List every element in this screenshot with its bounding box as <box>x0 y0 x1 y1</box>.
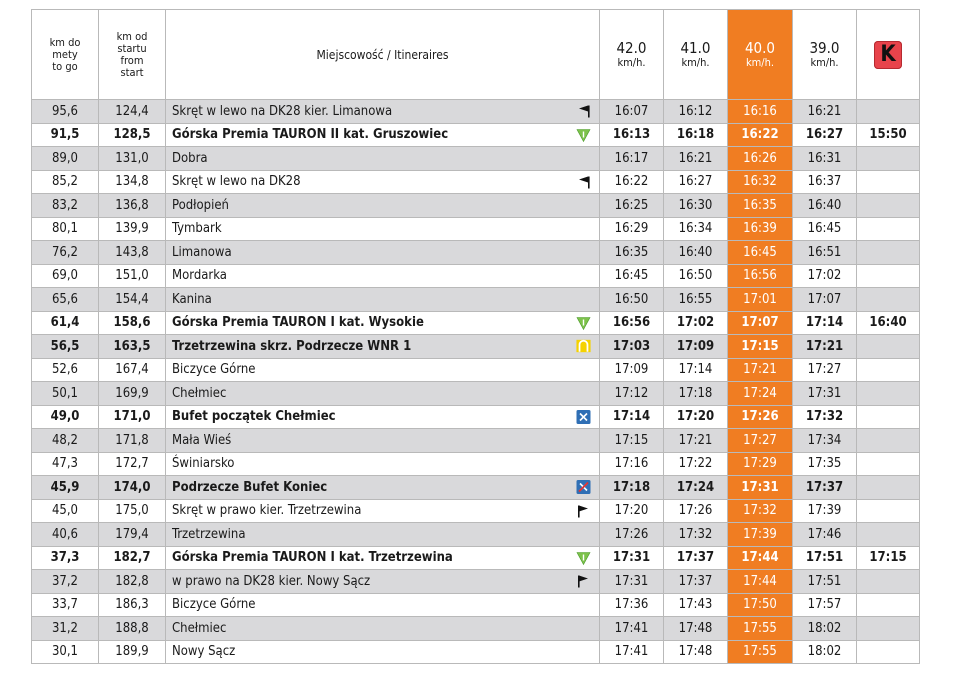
turn-left-flag-icon <box>576 104 591 119</box>
place-name: Podłopień <box>172 197 229 213</box>
time-cell: 17:31 <box>728 476 793 500</box>
sprint-arch-icon <box>576 339 591 354</box>
time-cell: 17:44 <box>728 570 793 594</box>
time-cell: 17:36 <box>600 593 664 617</box>
km-from-start-cell: 136,8 <box>99 194 166 218</box>
km-from-start-cell: 154,4 <box>99 288 166 312</box>
time-cell: 17:18 <box>600 476 664 500</box>
km-to-go-cell: 45,9 <box>32 476 99 500</box>
time-cell: 17:27 <box>728 429 793 453</box>
km-to-go-cell: 95,6 <box>32 100 99 124</box>
time-cell: 17:27 <box>793 358 857 382</box>
time-cell: 17:31 <box>600 570 664 594</box>
place-name: Górska Premia TAURON I kat. Wysokie <box>172 315 424 331</box>
time-cell: 16:27 <box>664 170 728 194</box>
km-from-start-cell: 182,8 <box>99 570 166 594</box>
k-time-cell <box>857 499 920 523</box>
table-row <box>32 382 920 406</box>
time-cell: 16:45 <box>793 217 857 241</box>
k-time-cell <box>857 452 920 476</box>
time-cell: 17:07 <box>728 311 793 335</box>
time-cell: 17:02 <box>664 311 728 335</box>
time-cell: 17:21 <box>664 429 728 453</box>
time-cell: 17:26 <box>600 523 664 547</box>
table-row <box>32 123 920 147</box>
table-row <box>32 476 920 500</box>
k-time-cell: 16:40 <box>857 311 920 335</box>
speed-header-41: 41.0 km/h. <box>664 10 728 100</box>
k-time-cell <box>857 617 920 641</box>
mountain-premium-icon <box>576 550 591 565</box>
time-cell: 17:14 <box>600 405 664 429</box>
place-name: Biczyce Górne <box>172 362 256 378</box>
time-cell: 18:02 <box>793 640 857 664</box>
k-time-cell <box>857 170 920 194</box>
k-time-cell <box>857 335 920 359</box>
km-to-go-cell: 85,2 <box>32 170 99 194</box>
place-cell <box>166 546 600 570</box>
place-cell <box>166 123 600 147</box>
place-name: Skręt w prawo kier. Trzetrzewina <box>172 503 362 519</box>
time-cell: 16:31 <box>793 147 857 171</box>
km-to-go-cell: 65,6 <box>32 288 99 312</box>
km-from-start-cell: 182,7 <box>99 546 166 570</box>
k-time-cell <box>857 405 920 429</box>
time-cell: 16:13 <box>600 123 664 147</box>
time-cell: 17:39 <box>793 499 857 523</box>
time-cell: 17:37 <box>793 476 857 500</box>
time-cell: 17:39 <box>728 523 793 547</box>
table-row <box>32 452 920 476</box>
time-cell: 16:17 <box>600 147 664 171</box>
km-to-go-cell: 56,5 <box>32 335 99 359</box>
speed-header-39: 39.0 km/h. <box>793 10 857 100</box>
place-cell <box>166 147 600 171</box>
time-cell: 17:26 <box>728 405 793 429</box>
time-cell: 16:07 <box>600 100 664 124</box>
time-cell: 17:15 <box>728 335 793 359</box>
place-name: Tymbark <box>172 221 222 237</box>
km-from-start-cell: 124,4 <box>99 100 166 124</box>
k-time-cell <box>857 358 920 382</box>
place-cell <box>166 499 600 523</box>
place-name: Mordarka <box>172 268 227 284</box>
feed-end-icon <box>576 480 591 495</box>
place-name: Chełmiec <box>172 620 227 636</box>
place-cell <box>166 617 600 641</box>
km-to-go-cell: 31,2 <box>32 617 99 641</box>
time-cell: 16:30 <box>664 194 728 218</box>
place-name: Górska Premia TAURON II kat. Gruszowiec <box>172 127 449 143</box>
km-to-go-cell: 61,4 <box>32 311 99 335</box>
km-to-go-cell: 69,0 <box>32 264 99 288</box>
time-cell: 16:55 <box>664 288 728 312</box>
time-cell: 17:34 <box>793 429 857 453</box>
feed-start-icon <box>576 409 591 424</box>
time-cell: 17:31 <box>600 546 664 570</box>
place-cell <box>166 429 600 453</box>
time-cell: 17:02 <box>793 264 857 288</box>
km-from-start-cell: 169,9 <box>99 382 166 406</box>
place-cell <box>166 288 600 312</box>
time-cell: 17:26 <box>664 499 728 523</box>
time-cell: 17:07 <box>793 288 857 312</box>
time-cell: 16:50 <box>664 264 728 288</box>
k-icon: K <box>874 41 902 69</box>
time-cell: 16:45 <box>728 241 793 265</box>
time-cell: 17:15 <box>600 429 664 453</box>
turn-left-flag-icon <box>576 174 591 189</box>
place-name: Podrzecze Bufet Koniec <box>172 479 328 495</box>
table-row <box>32 429 920 453</box>
place-name: Dobra <box>172 150 208 166</box>
km-from-start-cell: 186,3 <box>99 593 166 617</box>
time-cell: 17:51 <box>793 570 857 594</box>
km-from-start-cell: 163,5 <box>99 335 166 359</box>
mountain-premium-icon <box>576 315 591 330</box>
time-cell: 18:02 <box>793 617 857 641</box>
km-to-go-cell: 83,2 <box>32 194 99 218</box>
place-cell <box>166 382 600 406</box>
km-from-start-cell: 189,9 <box>99 640 166 664</box>
time-cell: 17:55 <box>728 640 793 664</box>
place-cell <box>166 194 600 218</box>
place-cell <box>166 358 600 382</box>
km-from-start-cell: 131,0 <box>99 147 166 171</box>
time-cell: 17:20 <box>600 499 664 523</box>
time-cell: 16:56 <box>600 311 664 335</box>
km-to-go-cell: 52,6 <box>32 358 99 382</box>
turn-right-flag-icon <box>576 503 591 518</box>
k-time-cell <box>857 429 920 453</box>
time-cell: 16:22 <box>728 123 793 147</box>
km-from-start-cell: 151,0 <box>99 264 166 288</box>
table-row <box>32 217 920 241</box>
k-header <box>857 10 920 100</box>
turn-right-flag-icon <box>576 574 591 589</box>
table-row <box>32 546 920 570</box>
time-cell: 17:51 <box>793 546 857 570</box>
speed-header-42: 42.0 km/h. <box>600 10 664 100</box>
place-name: Nowy Sącz <box>172 644 236 660</box>
place-name: Kanina <box>172 291 212 307</box>
time-cell: 17:21 <box>793 335 857 359</box>
k-time-cell <box>857 476 920 500</box>
place-name: w prawo na DK28 kier. Nowy Sącz <box>172 573 371 589</box>
time-cell: 16:45 <box>600 264 664 288</box>
k-time-cell <box>857 194 920 218</box>
time-cell: 17:09 <box>600 358 664 382</box>
time-cell: 16:18 <box>664 123 728 147</box>
place-header: Miejscowość / Itineraires <box>166 10 600 100</box>
speed-header-40: 40.0 km/h. <box>728 10 793 100</box>
k-time-cell <box>857 523 920 547</box>
mountain-premium-icon <box>576 127 591 142</box>
km-from-start-cell: 158,6 <box>99 311 166 335</box>
time-cell: 17:48 <box>664 640 728 664</box>
k-time-cell <box>857 570 920 594</box>
k-time-cell: 17:15 <box>857 546 920 570</box>
place-cell <box>166 452 600 476</box>
time-cell: 17:35 <box>793 452 857 476</box>
km-to-go-cell: 89,0 <box>32 147 99 171</box>
time-cell: 17:16 <box>600 452 664 476</box>
time-cell: 17:14 <box>793 311 857 335</box>
time-cell: 16:32 <box>728 170 793 194</box>
place-cell <box>166 405 600 429</box>
time-cell: 17:55 <box>728 617 793 641</box>
time-cell: 16:12 <box>664 100 728 124</box>
table-row <box>32 194 920 218</box>
km-from-start-cell: 188,8 <box>99 617 166 641</box>
km-from-start-cell: 175,0 <box>99 499 166 523</box>
place-cell <box>166 170 600 194</box>
time-cell: 17:14 <box>664 358 728 382</box>
time-cell: 16:37 <box>793 170 857 194</box>
table-row <box>32 358 920 382</box>
time-cell: 16:29 <box>600 217 664 241</box>
km-to-go-cell: 47,3 <box>32 452 99 476</box>
place-name: Trzetrzewina skrz. Podrzecze WNR 1 <box>172 338 412 354</box>
time-cell: 17:24 <box>728 382 793 406</box>
table-row <box>32 311 920 335</box>
time-cell: 17:32 <box>664 523 728 547</box>
km-to-go-cell: 91,5 <box>32 123 99 147</box>
place-cell <box>166 100 600 124</box>
place-name: Skręt w lewo na DK28 <box>172 174 301 190</box>
time-cell: 17:32 <box>728 499 793 523</box>
table-row <box>32 405 920 429</box>
place-name: Mała Wieś <box>172 432 232 448</box>
time-cell: 17:22 <box>664 452 728 476</box>
time-cell: 16:21 <box>664 147 728 171</box>
table-row <box>32 640 920 664</box>
time-cell: 17:12 <box>600 382 664 406</box>
km-to-go-cell: 33,7 <box>32 593 99 617</box>
km-from-start-cell: 171,8 <box>99 429 166 453</box>
km-to-go-cell: 80,1 <box>32 217 99 241</box>
time-cell: 17:48 <box>664 617 728 641</box>
time-cell: 16:27 <box>793 123 857 147</box>
km-from-start-cell: 134,8 <box>99 170 166 194</box>
place-cell <box>166 335 600 359</box>
k-time-cell <box>857 147 920 171</box>
place-name: Skręt w lewo na DK28 kier. Limanowa <box>172 103 393 119</box>
place-cell <box>166 217 600 241</box>
time-cell: 16:22 <box>600 170 664 194</box>
table-row <box>32 335 920 359</box>
km-to-go-cell: 49,0 <box>32 405 99 429</box>
table-row <box>32 617 920 641</box>
time-cell: 17:21 <box>728 358 793 382</box>
place-cell <box>166 570 600 594</box>
time-cell: 17:37 <box>664 570 728 594</box>
place-name: Trzetrzewina <box>172 526 246 542</box>
place-cell <box>166 311 600 335</box>
time-cell: 16:21 <box>793 100 857 124</box>
time-cell: 17:24 <box>664 476 728 500</box>
time-cell: 16:40 <box>664 241 728 265</box>
table-row <box>32 100 920 124</box>
km-to-go-cell: 45,0 <box>32 499 99 523</box>
km-from-start-cell: 167,4 <box>99 358 166 382</box>
km-to-go-cell: 76,2 <box>32 241 99 265</box>
km-to-go-cell: 48,2 <box>32 429 99 453</box>
table-row <box>32 570 920 594</box>
table-row <box>32 593 920 617</box>
time-cell: 17:29 <box>728 452 793 476</box>
km-from-start-header: km od startu from start <box>99 10 166 100</box>
time-cell: 17:20 <box>664 405 728 429</box>
km-to-go-cell: 30,1 <box>32 640 99 664</box>
time-cell: 16:40 <box>793 194 857 218</box>
table-row <box>32 147 920 171</box>
table-row <box>32 288 920 312</box>
time-cell: 17:41 <box>600 640 664 664</box>
time-cell: 16:39 <box>728 217 793 241</box>
km-to-go-cell: 50,1 <box>32 382 99 406</box>
time-cell: 16:56 <box>728 264 793 288</box>
k-time-cell: 15:50 <box>857 123 920 147</box>
km-to-go-cell: 37,3 <box>32 546 99 570</box>
place-name: Limanowa <box>172 244 232 260</box>
table-row <box>32 264 920 288</box>
time-cell: 16:35 <box>728 194 793 218</box>
km-to-go-cell: 37,2 <box>32 570 99 594</box>
place-name: Bufet początek Chełmiec <box>172 409 336 425</box>
time-cell: 17:46 <box>793 523 857 547</box>
time-cell: 16:16 <box>728 100 793 124</box>
k-time-cell <box>857 100 920 124</box>
table-row <box>32 170 920 194</box>
itinerary-table <box>31 9 920 664</box>
k-time-cell <box>857 241 920 265</box>
time-cell: 17:01 <box>728 288 793 312</box>
km-from-start-cell: 179,4 <box>99 523 166 547</box>
k-time-cell <box>857 382 920 406</box>
time-cell: 17:32 <box>793 405 857 429</box>
place-cell <box>166 523 600 547</box>
km-from-start-cell: 128,5 <box>99 123 166 147</box>
table-row <box>32 241 920 265</box>
k-time-cell <box>857 640 920 664</box>
k-time-cell <box>857 217 920 241</box>
table-row <box>32 523 920 547</box>
place-cell <box>166 264 600 288</box>
time-cell: 17:41 <box>600 617 664 641</box>
place-cell <box>166 241 600 265</box>
time-cell: 16:35 <box>600 241 664 265</box>
km-from-start-cell: 143,8 <box>99 241 166 265</box>
km-from-start-cell: 174,0 <box>99 476 166 500</box>
place-cell <box>166 593 600 617</box>
table-row <box>32 499 920 523</box>
time-cell: 16:26 <box>728 147 793 171</box>
k-time-cell <box>857 288 920 312</box>
k-time-cell <box>857 593 920 617</box>
place-name: Chełmiec <box>172 385 227 401</box>
header-row <box>32 10 920 100</box>
km-to-go-header: km do mety to go <box>32 10 99 100</box>
time-cell: 17:50 <box>728 593 793 617</box>
place-cell <box>166 476 600 500</box>
km-to-go-cell: 40,6 <box>32 523 99 547</box>
time-cell: 16:50 <box>600 288 664 312</box>
place-cell <box>166 640 600 664</box>
place-name: Świniarsko <box>172 456 235 472</box>
time-cell: 17:03 <box>600 335 664 359</box>
place-name: Górska Premia TAURON I kat. Trzetrzewina <box>172 550 453 566</box>
time-cell: 16:34 <box>664 217 728 241</box>
time-cell: 16:25 <box>600 194 664 218</box>
time-cell: 17:43 <box>664 593 728 617</box>
km-from-start-cell: 172,7 <box>99 452 166 476</box>
time-cell: 17:37 <box>664 546 728 570</box>
time-cell: 16:51 <box>793 241 857 265</box>
time-cell: 17:31 <box>793 382 857 406</box>
place-name: Biczyce Górne <box>172 597 256 613</box>
time-cell: 17:57 <box>793 593 857 617</box>
time-cell: 17:18 <box>664 382 728 406</box>
time-cell: 17:44 <box>728 546 793 570</box>
time-cell: 17:09 <box>664 335 728 359</box>
km-from-start-cell: 171,0 <box>99 405 166 429</box>
k-time-cell <box>857 264 920 288</box>
km-from-start-cell: 139,9 <box>99 217 166 241</box>
